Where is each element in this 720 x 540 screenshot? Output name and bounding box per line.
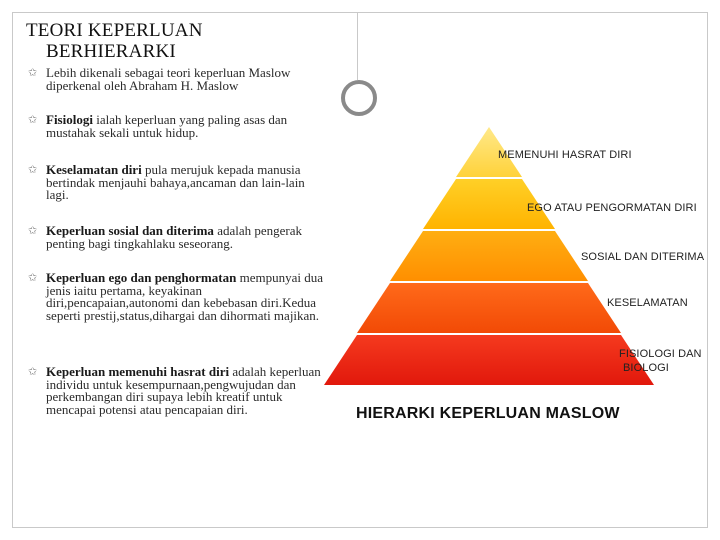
bullet-text: Lebih dikenali sebagai teori keperluan Maslow diperkenal oleh Abraham H. Maslow bbox=[46, 65, 291, 93]
pyramid-label-physiological bbox=[619, 347, 702, 375]
bullet-bold: Keperluan sosial dan diterima bbox=[46, 223, 214, 238]
pyramid-label-physiological-line1: FISIOLOGI DAN bbox=[619, 348, 702, 360]
bullet-bold: Fisiologi bbox=[46, 112, 93, 127]
bullet-text: pula merujuk kepada manusia bertindak menjauhi bahaya,ancaman dan lain-lain lagi. bbox=[46, 162, 305, 202]
pyramid-label-social: SOSIAL DAN DITERIMA bbox=[581, 251, 705, 263]
scroll-bullet-icon: ✩ bbox=[28, 163, 38, 176]
pyramid-caption: HIERARKI KEPERLUAN MASLOW bbox=[356, 405, 620, 422]
pyramid-level-physiological bbox=[324, 335, 654, 385]
bullet-bold: Keselamatan diri bbox=[46, 162, 142, 177]
pyramid-level-social bbox=[390, 231, 588, 281]
scroll-bullet-icon: ✩ bbox=[28, 224, 38, 237]
bullet-text: adalah keperluan individu untuk kesempurnaan,pengwujudan dan perkembangan diri supaya lebih kreatif untuk mencapai potensi atau pencapaian diri. bbox=[46, 364, 321, 417]
pyramid-label-esteem: EGO ATAU PENGORMATAN DIRI bbox=[527, 202, 697, 214]
pyramid-level-safety bbox=[357, 283, 621, 333]
pyramid-label-physiological-line2: BIOLOGI bbox=[623, 362, 669, 374]
scroll-bullet-icon: ✩ bbox=[28, 113, 38, 126]
scroll-bullet-icon: ✩ bbox=[28, 365, 38, 378]
bullet-text: ialah keperluan yang paling asas dan mustahak sekali untuk hidup. bbox=[46, 112, 288, 140]
title-line-2: BERHIERARKI bbox=[46, 41, 176, 62]
bullet-bold: Keperluan ego dan penghormatan bbox=[46, 270, 237, 285]
scroll-bullet-icon: ✩ bbox=[28, 271, 38, 284]
bullet-text: mempunyai dua jenis iaitu pertama, keyakinan diri,pencapaian,autonomi dan kebebasan diri.Kedua seperti prestij,status,dihargai dan dihormati majikan. bbox=[46, 270, 323, 323]
pyramid-label-self-actualization: MEMENUHI HASRAT DIRI bbox=[498, 149, 632, 161]
title-line-1: TEORI KEPERLUAN bbox=[26, 20, 203, 41]
bullet-bold: Keperluan memenuhi hasrat diri bbox=[46, 364, 230, 379]
scroll-bullet-icon: ✩ bbox=[28, 66, 38, 79]
bullet-text: adalah pengerak penting bagi tingkahlaku seseorang. bbox=[46, 223, 302, 251]
pyramid-label-safety: KESELAMATAN bbox=[607, 297, 688, 309]
